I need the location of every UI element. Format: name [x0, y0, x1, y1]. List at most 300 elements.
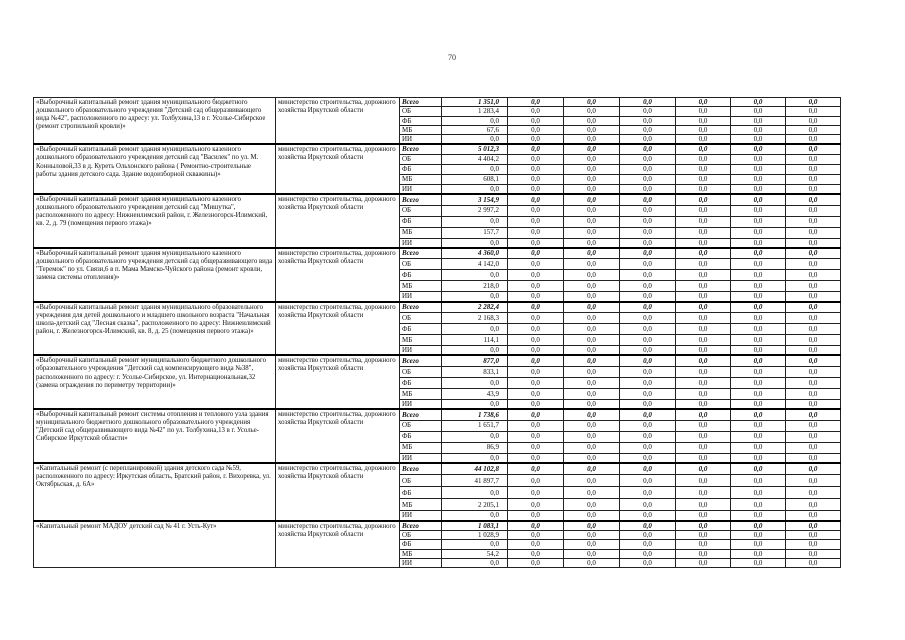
year-amount: 0,0 [731, 377, 786, 388]
year-amount: 0,0 [564, 420, 620, 431]
year-amount: 0,0 [676, 248, 731, 259]
year-amount: 0,0 [731, 409, 786, 420]
funding-source-label: ОБ [400, 205, 442, 216]
year-amount: 0,0 [786, 98, 841, 107]
year-amount: 0,0 [564, 324, 620, 335]
year-amount: 0,0 [731, 549, 786, 558]
year-amount: 0,0 [731, 346, 786, 356]
funding-amount: 0,0 [442, 135, 508, 145]
year-amount: 0,0 [786, 164, 841, 174]
year-amount: 0,0 [620, 248, 676, 259]
year-amount: 0,0 [786, 281, 841, 292]
funding-source-label: МБ [400, 499, 442, 511]
funding-source-label: ОБ [400, 420, 442, 431]
year-amount: 0,0 [508, 98, 564, 107]
funding-source-label: МБ [400, 281, 442, 292]
funding-amount: 0,0 [442, 346, 508, 356]
funding-source-label: ОБ [400, 366, 442, 377]
year-amount: 0,0 [786, 420, 841, 431]
year-amount: 0,0 [564, 238, 620, 248]
year-amount: 0,0 [620, 324, 676, 335]
year-amount: 0,0 [676, 463, 731, 475]
funding-amount: 0,0 [442, 431, 508, 442]
year-amount: 0,0 [731, 107, 786, 116]
year-amount: 0,0 [786, 313, 841, 324]
funding-source-label: ФБ [400, 116, 442, 125]
year-amount: 0,0 [731, 259, 786, 270]
year-amount: 0,0 [564, 216, 620, 227]
year-amount: 0,0 [786, 144, 841, 154]
year-amount: 0,0 [620, 125, 676, 134]
funding-source-label: Всего [400, 355, 442, 366]
responsible-organization: министерство строительства, дорожного хозяйства Иркутской области [276, 409, 400, 463]
funding-source-label: ФБ [400, 164, 442, 174]
year-amount: 0,0 [620, 377, 676, 388]
year-amount: 0,0 [620, 184, 676, 194]
year-amount: 0,0 [620, 270, 676, 281]
funding-source-label: МБ [400, 442, 442, 453]
year-amount: 0,0 [564, 248, 620, 259]
year-amount: 0,0 [508, 463, 564, 475]
year-amount: 0,0 [508, 184, 564, 194]
year-amount: 0,0 [731, 292, 786, 302]
year-amount: 0,0 [786, 521, 841, 531]
year-amount: 0,0 [508, 216, 564, 227]
year-amount: 0,0 [508, 431, 564, 442]
year-amount: 0,0 [620, 453, 676, 463]
year-amount: 0,0 [620, 399, 676, 409]
year-amount: 0,0 [564, 292, 620, 302]
year-amount: 0,0 [564, 549, 620, 558]
year-amount: 0,0 [564, 409, 620, 420]
year-amount: 0,0 [786, 135, 841, 145]
year-amount: 0,0 [564, 184, 620, 194]
year-amount: 0,0 [676, 366, 731, 377]
year-amount: 0,0 [564, 475, 620, 487]
year-amount: 0,0 [564, 144, 620, 154]
funding-amount: 833,1 [442, 366, 508, 377]
funding-source-label: ФБ [400, 431, 442, 442]
year-amount: 0,0 [731, 388, 786, 399]
year-amount: 0,0 [508, 388, 564, 399]
table-row [34, 463, 841, 475]
year-amount: 0,0 [786, 463, 841, 475]
year-amount: 0,0 [508, 453, 564, 463]
year-amount: 0,0 [786, 248, 841, 259]
funding-source-label: Всего [400, 248, 442, 259]
funding-source-label: Всего [400, 194, 442, 205]
year-amount: 0,0 [731, 487, 786, 499]
year-amount: 0,0 [620, 335, 676, 346]
year-amount: 0,0 [786, 292, 841, 302]
year-amount: 0,0 [786, 399, 841, 409]
year-amount: 0,0 [508, 107, 564, 116]
funding-source-label: ИИ [400, 184, 442, 194]
funding-source-label: ФБ [400, 324, 442, 335]
year-amount: 0,0 [731, 324, 786, 335]
responsible-organization: министерство строительства, дорожного хозяйства Иркутской области [276, 463, 400, 521]
year-amount: 0,0 [786, 116, 841, 125]
year-amount: 0,0 [676, 227, 731, 238]
year-amount: 0,0 [676, 302, 731, 313]
year-amount: 0,0 [564, 388, 620, 399]
year-amount: 0,0 [508, 399, 564, 409]
year-amount: 0,0 [786, 431, 841, 442]
project-name: «Выборочный капитальный ремонт системы отопления и теплового узла здания муниципального бюджетного дошкольного образовательного учреждения "Детский сад общеразвивающего вида №42" по ул. Толбухина,13 в г. Усолье-Сибирское Иркутской области» [34, 409, 276, 463]
year-amount: 0,0 [564, 377, 620, 388]
year-amount: 0,0 [508, 292, 564, 302]
year-amount: 0,0 [676, 409, 731, 420]
year-amount: 0,0 [564, 98, 620, 107]
funding-amount: 0,0 [442, 399, 508, 409]
year-amount: 0,0 [508, 487, 564, 499]
year-amount: 0,0 [508, 521, 564, 531]
year-amount: 0,0 [786, 205, 841, 216]
table-row [34, 409, 841, 420]
year-amount: 0,0 [620, 216, 676, 227]
year-amount: 0,0 [564, 135, 620, 145]
project-name: «Выборочный капитальный ремонт здания муниципального казенного дошкольного образовательного учреждения детский сад "Мишутка", расположенного по адресу: Нижнеилимский район, г. Железногорск-Илимский, кв. 2, д. 79 (помещения первого этажа)» [34, 194, 276, 248]
year-amount: 0,0 [620, 194, 676, 205]
year-amount: 0,0 [676, 116, 731, 125]
year-amount: 0,0 [731, 98, 786, 107]
funding-amount: 2 168,3 [442, 313, 508, 324]
funding-source-label: ИИ [400, 558, 442, 567]
year-amount: 0,0 [786, 346, 841, 356]
year-amount: 0,0 [676, 281, 731, 292]
year-amount: 0,0 [676, 431, 731, 442]
year-amount: 0,0 [676, 499, 731, 511]
year-amount: 0,0 [731, 475, 786, 487]
year-amount: 0,0 [786, 259, 841, 270]
year-amount: 0,0 [786, 487, 841, 499]
funding-amount: 5 012,3 [442, 144, 508, 154]
year-amount: 0,0 [508, 511, 564, 521]
year-amount: 0,0 [731, 511, 786, 521]
year-amount: 0,0 [620, 549, 676, 558]
funding-amount: 2 997,2 [442, 205, 508, 216]
year-amount: 0,0 [508, 174, 564, 184]
funding-amount: 608,1 [442, 174, 508, 184]
funding-amount: 1 651,7 [442, 420, 508, 431]
year-amount: 0,0 [731, 164, 786, 174]
table-row [34, 521, 841, 531]
year-amount: 0,0 [620, 366, 676, 377]
year-amount: 0,0 [786, 442, 841, 453]
table-row [34, 144, 841, 154]
year-amount: 0,0 [620, 558, 676, 567]
year-amount: 0,0 [786, 335, 841, 346]
year-amount: 0,0 [508, 442, 564, 453]
year-amount: 0,0 [508, 248, 564, 259]
year-amount: 0,0 [786, 227, 841, 238]
year-amount: 0,0 [564, 558, 620, 567]
year-amount: 0,0 [731, 116, 786, 125]
year-amount: 0,0 [676, 558, 731, 567]
funding-amount: 3 154,9 [442, 194, 508, 205]
year-amount: 0,0 [564, 154, 620, 164]
funding-source-label: ИИ [400, 453, 442, 463]
year-amount: 0,0 [620, 135, 676, 145]
funding-amount: 2 282,4 [442, 302, 508, 313]
funding-amount: 43,9 [442, 388, 508, 399]
year-amount: 0,0 [564, 107, 620, 116]
year-amount: 0,0 [731, 281, 786, 292]
project-name: «Выборочный капитальный ремонт здания муниципального бюджетного дошкольного образовательного учреждения "Детский сад общеразвивающего вида №42", расположенного по адресу: ул. Толбухина,13 в г. Усолье-Сибирское (ремонт стропильной кровли)» [34, 98, 276, 145]
year-amount: 0,0 [508, 125, 564, 134]
funding-amount: 0,0 [442, 487, 508, 499]
funding-source-label: ИИ [400, 511, 442, 521]
funding-source-label: ОБ [400, 154, 442, 164]
budget-table-body [34, 98, 841, 568]
table-row [34, 194, 841, 205]
funding-amount: 0,0 [442, 216, 508, 227]
funding-source-label: МБ [400, 549, 442, 558]
year-amount: 0,0 [620, 227, 676, 238]
year-amount: 0,0 [508, 366, 564, 377]
year-amount: 0,0 [676, 135, 731, 145]
year-amount: 0,0 [564, 227, 620, 238]
year-amount: 0,0 [620, 511, 676, 521]
year-amount: 0,0 [508, 227, 564, 238]
year-amount: 0,0 [564, 453, 620, 463]
year-amount: 0,0 [731, 184, 786, 194]
year-amount: 0,0 [620, 355, 676, 366]
year-amount: 0,0 [676, 313, 731, 324]
year-amount: 0,0 [508, 420, 564, 431]
year-amount: 0,0 [676, 549, 731, 558]
funding-source-label: ФБ [400, 540, 442, 549]
year-amount: 0,0 [676, 238, 731, 248]
year-amount: 0,0 [676, 487, 731, 499]
year-amount: 0,0 [620, 442, 676, 453]
year-amount: 0,0 [786, 107, 841, 116]
year-amount: 0,0 [508, 540, 564, 549]
year-amount: 0,0 [731, 154, 786, 164]
funding-amount: 877,0 [442, 355, 508, 366]
year-amount: 0,0 [620, 499, 676, 511]
year-amount: 0,0 [731, 216, 786, 227]
year-amount: 0,0 [786, 216, 841, 227]
year-amount: 0,0 [731, 144, 786, 154]
table-row [34, 302, 841, 313]
year-amount: 0,0 [508, 531, 564, 540]
funding-amount: 1 738,6 [442, 409, 508, 420]
table-row [34, 355, 841, 366]
year-amount: 0,0 [508, 499, 564, 511]
budget-table [33, 97, 841, 568]
funding-amount: 0,0 [442, 558, 508, 567]
funding-amount: 86,9 [442, 442, 508, 453]
year-amount: 0,0 [620, 144, 676, 154]
funding-amount: 4 360,0 [442, 248, 508, 259]
year-amount: 0,0 [564, 366, 620, 377]
year-amount: 0,0 [508, 144, 564, 154]
project-name: «Выборочный капитальный ремонт здания муниципального казенного дошкольного образовательного учреждения детский сад "Василек" по ул. М. Конныловой,33 в д. Куреть Ольхонского района ( Ремонтно-строительные работы здания детского сада. Здание водоизборной скважины)» [34, 144, 276, 194]
project-name: «Капитальный ремонт (с перепланировкой) здания детского сада №59, расположенного по адресу: Иркутская область, Братский район, г. Вихоревка, ул. Октябрьская, д. 6А» [34, 463, 276, 521]
funding-amount: 0,0 [442, 116, 508, 125]
funding-amount: 0,0 [442, 377, 508, 388]
year-amount: 0,0 [731, 238, 786, 248]
funding-source-label: ОБ [400, 531, 442, 540]
year-amount: 0,0 [564, 399, 620, 409]
year-amount: 0,0 [620, 107, 676, 116]
year-amount: 0,0 [786, 324, 841, 335]
year-amount: 0,0 [731, 125, 786, 134]
project-name: «Выборочный капитальный ремонт муниципального бюджетного дошкольного образовательного учреждения "Детский сад компенсирующего вида №38", расположенного по адресу: г. Усолье-Сибирское, ул. Интернациональная,32 (замена ограждения по периметру территории)» [34, 355, 276, 409]
year-amount: 0,0 [564, 442, 620, 453]
responsible-organization: министерство строительства, дорожного хозяйства Иркутской области [276, 144, 400, 194]
year-amount: 0,0 [676, 270, 731, 281]
year-amount: 0,0 [564, 540, 620, 549]
year-amount: 0,0 [731, 540, 786, 549]
year-amount: 0,0 [676, 388, 731, 399]
year-amount: 0,0 [731, 499, 786, 511]
year-amount: 0,0 [564, 194, 620, 205]
year-amount: 0,0 [676, 355, 731, 366]
year-amount: 0,0 [564, 531, 620, 540]
year-amount: 0,0 [786, 302, 841, 313]
year-amount: 0,0 [786, 377, 841, 388]
year-amount: 0,0 [786, 388, 841, 399]
year-amount: 0,0 [508, 324, 564, 335]
year-amount: 0,0 [508, 475, 564, 487]
year-amount: 0,0 [731, 442, 786, 453]
year-amount: 0,0 [731, 335, 786, 346]
year-amount: 0,0 [564, 281, 620, 292]
year-amount: 0,0 [676, 531, 731, 540]
project-name: «Выборочный капитальный ремонт здания муниципального казенного дошкольного образовательного учреждения детский сад общеразвивающего вида "Теремок" по ул. Связи,6 в п. Мама Мамско-Чуйского района (ремонт кровли, замена системы отопления)» [34, 248, 276, 302]
year-amount: 0,0 [508, 154, 564, 164]
responsible-organization: министерство строительства, дорожного хозяйства Иркутской области [276, 98, 400, 145]
year-amount: 0,0 [564, 487, 620, 499]
year-amount: 0,0 [508, 409, 564, 420]
year-amount: 0,0 [508, 377, 564, 388]
year-amount: 0,0 [508, 164, 564, 174]
year-amount: 0,0 [564, 355, 620, 366]
year-amount: 0,0 [786, 238, 841, 248]
year-amount: 0,0 [508, 259, 564, 270]
year-amount: 0,0 [676, 511, 731, 521]
year-amount: 0,0 [676, 475, 731, 487]
year-amount: 0,0 [676, 420, 731, 431]
year-amount: 0,0 [676, 184, 731, 194]
responsible-organization: министерство строительства, дорожного хозяйства Иркутской области [276, 302, 400, 356]
year-amount: 0,0 [676, 377, 731, 388]
project-name: «Выборочный капитальный ремонт здания муниципального образовательного учреждения для детей дошкольного и младшего школьного возраста "Начальная школа-детский сад "Лесная сказка", расположенного по адресу: Нижнеилимский район, г. Железногорск-Илимский, кв. 8, д. 25 (помещения первого этажа)» [34, 302, 276, 356]
year-amount: 0,0 [508, 313, 564, 324]
year-amount: 0,0 [620, 98, 676, 107]
year-amount: 0,0 [731, 431, 786, 442]
year-amount: 0,0 [786, 409, 841, 420]
year-amount: 0,0 [731, 558, 786, 567]
year-amount: 0,0 [676, 453, 731, 463]
year-amount: 0,0 [676, 292, 731, 302]
year-amount: 0,0 [508, 335, 564, 346]
year-amount: 0,0 [731, 227, 786, 238]
responsible-organization: министерство строительства, дорожного хозяйства Иркутской области [276, 248, 400, 302]
year-amount: 0,0 [786, 154, 841, 164]
year-amount: 0,0 [620, 463, 676, 475]
year-amount: 0,0 [731, 463, 786, 475]
year-amount: 0,0 [676, 346, 731, 356]
funding-amount: 0,0 [442, 238, 508, 248]
funding-source-label: Всего [400, 409, 442, 420]
funding-source-label: ФБ [400, 377, 442, 388]
year-amount: 0,0 [508, 270, 564, 281]
year-amount: 0,0 [676, 216, 731, 227]
funding-amount: 157,7 [442, 227, 508, 238]
year-amount: 0,0 [564, 259, 620, 270]
year-amount: 0,0 [786, 558, 841, 567]
year-amount: 0,0 [731, 355, 786, 366]
year-amount: 0,0 [731, 399, 786, 409]
year-amount: 0,0 [564, 335, 620, 346]
year-amount: 0,0 [564, 431, 620, 442]
year-amount: 0,0 [676, 125, 731, 134]
funding-source-label: ИИ [400, 346, 442, 356]
year-amount: 0,0 [508, 135, 564, 145]
year-amount: 0,0 [620, 531, 676, 540]
funding-amount: 4 404,2 [442, 154, 508, 164]
year-amount: 0,0 [620, 431, 676, 442]
funding-amount: 0,0 [442, 292, 508, 302]
year-amount: 0,0 [731, 313, 786, 324]
year-amount: 0,0 [676, 540, 731, 549]
funding-amount: 41 897,7 [442, 475, 508, 487]
year-amount: 0,0 [620, 281, 676, 292]
year-amount: 0,0 [786, 549, 841, 558]
year-amount: 0,0 [731, 521, 786, 531]
funding-source-label: МБ [400, 125, 442, 134]
year-amount: 0,0 [676, 259, 731, 270]
year-amount: 0,0 [786, 184, 841, 194]
funding-source-label: ФБ [400, 270, 442, 281]
year-amount: 0,0 [676, 399, 731, 409]
year-amount: 0,0 [786, 366, 841, 377]
year-amount: 0,0 [620, 238, 676, 248]
year-amount: 0,0 [676, 107, 731, 116]
funding-amount: 4 142,0 [442, 259, 508, 270]
funding-source-label: ИИ [400, 238, 442, 248]
funding-amount: 54,2 [442, 549, 508, 558]
year-amount: 0,0 [731, 135, 786, 145]
year-amount: 0,0 [676, 174, 731, 184]
year-amount: 0,0 [676, 98, 731, 107]
year-amount: 0,0 [676, 205, 731, 216]
year-amount: 0,0 [564, 270, 620, 281]
funding-source-label: ОБ [400, 107, 442, 116]
year-amount: 0,0 [620, 154, 676, 164]
year-amount: 0,0 [620, 292, 676, 302]
funding-source-label: МБ [400, 335, 442, 346]
year-amount: 0,0 [786, 475, 841, 487]
year-amount: 0,0 [786, 453, 841, 463]
year-amount: 0,0 [676, 154, 731, 164]
year-amount: 0,0 [620, 302, 676, 313]
year-amount: 0,0 [564, 499, 620, 511]
year-amount: 0,0 [786, 540, 841, 549]
year-amount: 0,0 [620, 409, 676, 420]
table-row [34, 248, 841, 259]
funding-amount: 1 283,4 [442, 107, 508, 116]
year-amount: 0,0 [508, 558, 564, 567]
year-amount: 0,0 [731, 194, 786, 205]
year-amount: 0,0 [786, 194, 841, 205]
year-amount: 0,0 [564, 174, 620, 184]
year-amount: 0,0 [620, 116, 676, 125]
funding-source-label: ОБ [400, 259, 442, 270]
